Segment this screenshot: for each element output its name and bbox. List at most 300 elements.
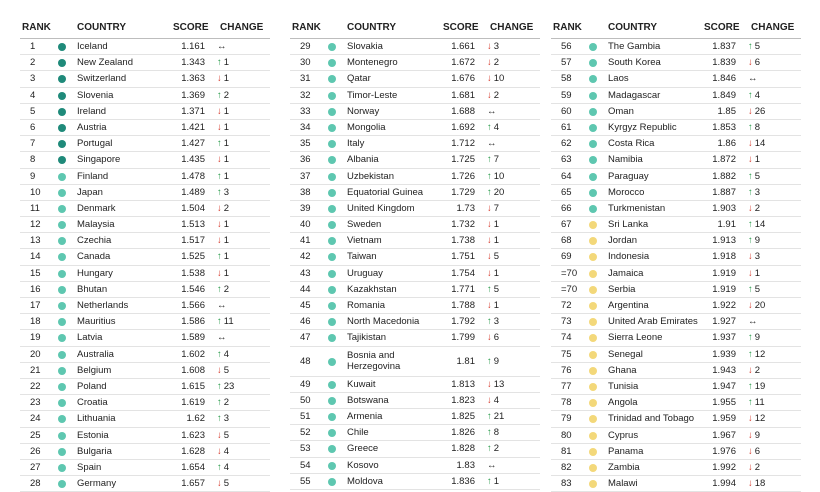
score-value: 1.538 <box>181 267 205 279</box>
table-row <box>551 428 801 444</box>
arrow-up-icon: ↑ <box>487 316 492 328</box>
change-value: ↓ 5 <box>217 478 230 490</box>
table-row <box>551 185 801 201</box>
change-value: ↓ 14 <box>748 138 766 150</box>
peace-level-dot-icon <box>58 270 66 278</box>
peace-level-dot-icon <box>589 270 597 278</box>
change-value: ↑ 4 <box>748 89 761 101</box>
table-row <box>551 201 801 217</box>
arrow-down-icon: ↓ <box>487 235 492 247</box>
score-value: 1.692 <box>451 121 475 133</box>
table-row <box>20 88 270 104</box>
peace-level-dot-icon <box>58 351 66 359</box>
country-name: Slovakia <box>347 41 383 52</box>
change-value: ↑ 21 <box>487 410 505 422</box>
rank-value: 55 <box>300 475 311 487</box>
country-name: Indonesia <box>608 251 650 263</box>
country-name: South Korea <box>608 57 661 69</box>
table-row <box>290 458 540 474</box>
change-value: ↓ 2 <box>217 202 230 214</box>
country-name: Denmark <box>77 202 116 214</box>
country-name: Moldova <box>347 475 383 487</box>
rank-value: 39 <box>300 202 311 214</box>
arrow-up-icon: ↑ <box>748 397 753 409</box>
peace-level-dot-icon <box>589 415 597 423</box>
change-value: ↓ 3 <box>748 251 761 263</box>
score-value: 1.976 <box>712 445 736 457</box>
country-name: Paraguay <box>608 170 649 182</box>
table-row <box>20 136 270 152</box>
table-row <box>290 185 540 201</box>
arrow-down-icon: ↓ <box>487 251 492 263</box>
change-value: ↓ 1 <box>217 121 230 133</box>
table-row <box>290 393 540 409</box>
rank-value: 2 <box>30 57 36 69</box>
rank-value: 49 <box>300 378 311 390</box>
table-header <box>551 14 801 39</box>
country-name: Jamaica <box>608 267 644 279</box>
arrow-up-icon: ↑ <box>748 283 753 295</box>
change-value: ↓ 5 <box>217 429 230 441</box>
change-value <box>487 104 499 119</box>
arrow-down-icon: ↓ <box>217 429 222 441</box>
rank-value: 59 <box>561 89 572 101</box>
country-name: Qatar <box>347 73 371 85</box>
score-value: 1.363 <box>181 73 205 85</box>
peace-level-dot-icon <box>328 397 336 405</box>
peace-level-dot-icon <box>328 478 336 486</box>
arrow-left-right-icon: ↔ <box>217 332 227 344</box>
table-row <box>290 169 540 185</box>
table-row <box>551 411 801 427</box>
peace-level-dot-icon <box>589 156 597 164</box>
table-row <box>20 444 270 460</box>
score-value: 1.959 <box>712 413 736 425</box>
rank-value: 19 <box>30 332 41 344</box>
arrow-up-icon: ↑ <box>217 251 222 263</box>
arrow-up-icon: ↑ <box>748 348 753 360</box>
country-name: Equatorial Guinea <box>347 186 424 198</box>
arrow-down-icon: ↓ <box>217 364 222 376</box>
rank-value: 57 <box>561 57 572 69</box>
table-row <box>551 71 801 87</box>
score-value: 1.955 <box>712 397 736 409</box>
rank-value: 24 <box>30 413 41 425</box>
arrow-left-right-icon: ↔ <box>217 41 227 52</box>
arrow-down-icon: ↓ <box>487 332 492 344</box>
score-value: 1.799 <box>451 332 475 344</box>
rank-value: 63 <box>561 154 572 166</box>
score-value: 1.371 <box>181 105 205 117</box>
arrow-up-icon: ↑ <box>217 380 222 392</box>
score-value: 1.712 <box>451 138 475 150</box>
country-name: Kosovo <box>347 459 379 471</box>
rank-value: 47 <box>300 332 311 344</box>
arrow-down-icon: ↓ <box>217 219 222 231</box>
arrow-up-icon: ↑ <box>748 380 753 392</box>
arrow-up-icon: ↑ <box>217 170 222 182</box>
country-name: Spain <box>77 461 102 473</box>
score-value: 1.872 <box>712 154 736 166</box>
arrow-up-icon: ↑ <box>217 283 222 295</box>
score-value: 1.589 <box>181 332 205 344</box>
country-name: Croatia <box>77 397 108 409</box>
score-value: 1.947 <box>712 380 736 392</box>
arrow-down-icon: ↓ <box>217 478 222 490</box>
score-value: 1.967 <box>712 429 736 441</box>
change-value: ↓ 13 <box>487 378 505 390</box>
header-score: SCORE <box>704 22 740 33</box>
score-value: 1.849 <box>712 89 736 101</box>
rank-value: 46 <box>300 316 311 328</box>
rank-value: 74 <box>561 332 572 344</box>
score-value: 1.943 <box>712 364 736 376</box>
country-name: Iceland <box>77 41 108 52</box>
country-name: New Zealand <box>77 57 133 69</box>
country-name: Austria <box>77 121 107 133</box>
score-value: 1.623 <box>181 429 205 441</box>
peace-level-dot-icon <box>589 59 597 67</box>
peace-level-dot-icon <box>589 75 597 83</box>
score-value: 1.427 <box>181 138 205 150</box>
score-value: 1.586 <box>181 316 205 328</box>
score-value: 1.81 <box>456 355 475 367</box>
peace-level-dot-icon <box>589 302 597 310</box>
score-value: 1.566 <box>181 300 205 311</box>
score-value: 1.919 <box>712 267 736 279</box>
table-row <box>20 169 270 185</box>
peace-level-dot-icon <box>58 464 66 472</box>
change-value <box>217 330 229 345</box>
rank-value: 12 <box>30 219 41 231</box>
country-name: Kuwait <box>347 378 376 390</box>
change-value: ↑ 1 <box>217 251 230 263</box>
country-name: Taiwan <box>347 251 377 263</box>
score-value: 1.161 <box>181 41 205 52</box>
score-value: 1.839 <box>712 57 736 69</box>
table-row <box>290 377 540 393</box>
arrow-down-icon: ↓ <box>748 154 753 166</box>
change-value: ↑ 1 <box>487 475 500 487</box>
arrow-down-icon: ↓ <box>748 105 753 117</box>
country-name: Bosnia and Herzegovina <box>347 349 401 373</box>
rank-value: 1 <box>30 41 36 52</box>
peace-level-dot-icon <box>589 432 597 440</box>
table-row <box>551 314 801 330</box>
score-value: 1.919 <box>712 283 736 295</box>
table-row <box>20 217 270 233</box>
table-row <box>551 460 801 476</box>
table-row <box>290 409 540 425</box>
peace-level-dot-icon <box>328 445 336 453</box>
table-row <box>290 55 540 71</box>
country-name: Ireland <box>77 105 107 117</box>
table-row <box>551 330 801 346</box>
change-value: ↑ 14 <box>748 219 766 231</box>
country-name: Morocco <box>608 186 645 198</box>
peace-level-dot-icon <box>58 189 66 197</box>
arrow-down-icon: ↓ <box>487 219 492 231</box>
table-row <box>290 249 540 265</box>
peace-level-dot-icon <box>58 399 66 407</box>
country-name: Uruguay <box>347 267 383 279</box>
country-name: Panama <box>608 445 644 457</box>
header-rank: RANK <box>553 22 582 33</box>
table-row <box>551 444 801 460</box>
peace-level-dot-icon <box>328 302 336 310</box>
header-rank: RANK <box>22 22 51 33</box>
peace-level-dot-icon <box>328 140 336 148</box>
country-name: Oman <box>608 105 634 117</box>
arrow-down-icon: ↓ <box>487 300 492 311</box>
score-value: 1.86 <box>717 138 736 150</box>
change-value: ↑ 8 <box>748 121 761 133</box>
table-row <box>20 55 270 71</box>
rank-value: 22 <box>30 380 41 392</box>
table-row <box>20 249 270 265</box>
score-value: 1.513 <box>181 219 205 231</box>
peace-level-dot-icon <box>589 140 597 148</box>
table-row <box>20 379 270 395</box>
score-value: 1.73 <box>456 202 475 214</box>
header-change: CHANGE <box>751 22 795 33</box>
table-row <box>20 120 270 136</box>
score-value: 1.343 <box>181 57 205 69</box>
country-name: United Arab Emirates <box>608 316 698 328</box>
country-name: Vietnam <box>347 235 382 247</box>
table-row <box>290 330 540 346</box>
score-value: 1.725 <box>451 154 475 166</box>
change-value: ↑ 1 <box>217 57 230 69</box>
change-value: ↑ 1 <box>217 170 230 182</box>
rank-value: 69 <box>561 251 572 263</box>
arrow-down-icon: ↓ <box>748 202 753 214</box>
peace-level-dot-icon <box>58 205 66 213</box>
score-value: 1.688 <box>451 105 475 117</box>
arrow-down-icon: ↓ <box>217 105 222 117</box>
table-row <box>290 474 540 490</box>
peace-level-dot-icon <box>58 108 66 116</box>
rank-value: 58 <box>561 73 572 85</box>
arrow-up-icon: ↑ <box>487 186 492 198</box>
peace-level-dot-icon <box>58 432 66 440</box>
rank-value: 41 <box>300 235 311 247</box>
change-value: ↓ 7 <box>487 202 500 214</box>
score-value: 1.726 <box>451 170 475 182</box>
arrow-up-icon: ↑ <box>487 283 492 295</box>
arrow-up-icon: ↑ <box>217 138 222 150</box>
change-value: ↑ 9 <box>487 355 500 367</box>
country-name: Botswana <box>347 394 389 406</box>
rank-value: 61 <box>561 121 572 133</box>
change-value: ↓ 1 <box>217 154 230 166</box>
rank-value: 18 <box>30 316 41 328</box>
peace-level-dot-icon <box>589 108 597 116</box>
rank-value: 64 <box>561 170 572 182</box>
arrow-up-icon: ↑ <box>748 219 753 231</box>
change-value: ↓ 6 <box>487 332 500 344</box>
peace-level-dot-icon <box>328 381 336 389</box>
table-row <box>20 428 270 444</box>
peace-level-dot-icon <box>328 92 336 100</box>
change-value: ↓ 2 <box>487 57 500 69</box>
arrow-up-icon: ↑ <box>217 57 222 69</box>
rank-value: 82 <box>561 461 572 473</box>
table-row <box>551 363 801 379</box>
rank-value: 72 <box>561 300 572 311</box>
rank-value: 81 <box>561 445 572 457</box>
rank-value: 25 <box>30 429 41 441</box>
country-name: Romania <box>347 300 386 311</box>
table-row <box>290 314 540 330</box>
rank-value: 38 <box>300 186 311 198</box>
peace-level-dot-icon <box>589 286 597 294</box>
table-row <box>20 266 270 282</box>
table-row <box>551 476 801 492</box>
country-name: Madagascar <box>608 89 661 101</box>
rank-value: 42 <box>300 251 311 263</box>
score-value: 1.421 <box>181 121 205 133</box>
table-row <box>551 379 801 395</box>
country-name: Latvia <box>77 332 103 344</box>
rank-value: 44 <box>300 283 311 295</box>
arrow-down-icon: ↓ <box>217 154 222 166</box>
peace-level-dot-icon <box>589 480 597 488</box>
arrow-down-icon: ↓ <box>748 413 753 425</box>
arrow-up-icon: ↑ <box>217 397 222 409</box>
rank-value: 13 <box>30 235 41 247</box>
change-value: ↓ 1 <box>487 267 500 279</box>
score-value: 1.654 <box>181 461 205 473</box>
table-row <box>20 411 270 427</box>
score-value: 1.846 <box>712 73 736 85</box>
score-value: 1.435 <box>181 154 205 166</box>
arrow-down-icon: ↓ <box>217 267 222 279</box>
change-value: ↑ 3 <box>487 316 500 328</box>
rank-value: 26 <box>30 445 41 457</box>
table-row <box>20 152 270 168</box>
arrow-down-icon: ↓ <box>217 121 222 133</box>
table-row <box>20 39 270 55</box>
score-value: 1.918 <box>712 251 736 263</box>
peace-level-dot-icon <box>328 334 336 342</box>
header-score: SCORE <box>443 22 479 33</box>
country-name: Sierra Leone <box>608 332 663 344</box>
arrow-down-icon: ↓ <box>487 41 492 52</box>
score-value: 1.489 <box>181 186 205 198</box>
rank-value: 33 <box>300 105 311 117</box>
change-value: ↑ 5 <box>748 41 761 52</box>
country-name: Estonia <box>77 429 109 441</box>
table-row <box>20 282 270 298</box>
rank-value: 34 <box>300 121 311 133</box>
score-value: 1.751 <box>451 251 475 263</box>
country-name: Zambia <box>608 461 640 473</box>
change-value: ↓ 1 <box>748 267 761 279</box>
country-name: Germany <box>77 478 117 490</box>
header-change: CHANGE <box>220 22 264 33</box>
rank-value: 35 <box>300 138 311 150</box>
score-value: 1.672 <box>451 57 475 69</box>
score-value: 1.788 <box>451 300 475 311</box>
arrow-down-icon: ↓ <box>748 300 753 311</box>
peace-level-dot-icon <box>328 59 336 67</box>
country-name: Australia <box>77 348 114 360</box>
peace-level-dot-icon <box>328 189 336 197</box>
arrow-down-icon: ↓ <box>748 57 753 69</box>
country-name: Mauritius <box>77 316 116 328</box>
ranking-column-3 <box>551 14 801 492</box>
country-name: Jordan <box>608 235 638 247</box>
rank-value: 52 <box>300 427 311 439</box>
table-row <box>551 55 801 71</box>
score-value: 1.369 <box>181 89 205 101</box>
arrow-left-right-icon: ↔ <box>748 73 758 85</box>
rank-value: 77 <box>561 380 572 392</box>
table-row <box>290 120 540 136</box>
score-value: 1.837 <box>712 41 736 52</box>
peace-level-dot-icon <box>328 286 336 294</box>
arrow-up-icon: ↑ <box>748 186 753 198</box>
change-value: ↓ 12 <box>748 413 766 425</box>
table-row <box>20 363 270 379</box>
rank-value: 62 <box>561 138 572 150</box>
rank-value: 79 <box>561 413 572 425</box>
peace-level-dot-icon <box>589 399 597 407</box>
table-row <box>20 233 270 249</box>
peace-level-dot-icon <box>58 253 66 261</box>
arrow-down-icon: ↓ <box>748 251 753 263</box>
score-value: 1.823 <box>451 394 475 406</box>
peace-level-dot-icon <box>589 334 597 342</box>
arrow-up-icon: ↑ <box>217 413 222 425</box>
change-value: ↑ 23 <box>217 380 235 392</box>
table-row <box>551 249 801 265</box>
peace-level-dot-icon <box>328 270 336 278</box>
peace-level-dot-icon <box>58 92 66 100</box>
country-name: Senegal <box>608 348 643 360</box>
arrow-up-icon: ↑ <box>487 355 492 367</box>
rank-value: 9 <box>30 170 36 182</box>
arrow-up-icon: ↑ <box>487 475 492 487</box>
change-value: ↓ 1 <box>487 235 500 247</box>
country-name: North Macedonia <box>347 316 420 328</box>
table-row <box>20 298 270 314</box>
score-value: 1.994 <box>712 478 736 490</box>
table-row <box>20 185 270 201</box>
change-value: ↑ 5 <box>748 170 761 182</box>
score-value: 1.992 <box>712 461 736 473</box>
peace-level-dot-icon <box>328 413 336 421</box>
score-value: 1.813 <box>451 378 475 390</box>
peace-level-dot-icon <box>589 92 597 100</box>
table-row <box>551 347 801 363</box>
country-name: Tajikistan <box>347 332 387 344</box>
peace-level-dot-icon <box>589 124 597 132</box>
change-value: ↑ 3 <box>217 186 230 198</box>
arrow-down-icon: ↓ <box>748 267 753 279</box>
rank-value: 14 <box>30 251 41 263</box>
score-value: 1.546 <box>181 283 205 295</box>
arrow-down-icon: ↓ <box>217 235 222 247</box>
rank-value: 30 <box>300 57 311 69</box>
country-name: Malawi <box>608 478 638 490</box>
country-name: Canada <box>77 251 111 263</box>
peace-level-dot-icon <box>589 173 597 181</box>
rank-value: 3 <box>30 73 36 85</box>
peace-level-dot-icon <box>589 383 597 391</box>
country-name: Italy <box>347 138 365 150</box>
